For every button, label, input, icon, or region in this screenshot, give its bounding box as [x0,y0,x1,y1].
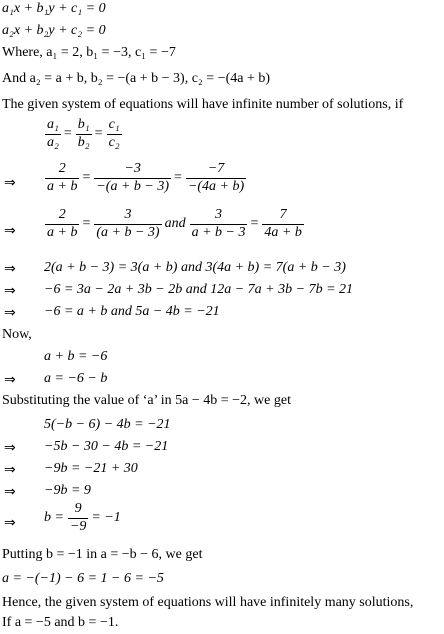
frac-num: 3 [190,208,248,225]
and-word: and [164,216,186,232]
frac-num: 9 [68,502,88,519]
frac-den: a + b − 3 [191,224,246,240]
ratio-c-num: c₁ [107,118,122,135]
step-4: −6 = 3a − 2a + 3b − 2b and 12a − 7a + 3b − 7b = 21 [44,282,354,297]
ratio-b [76,118,92,150]
step-5: −6 = a + b and 5a − 4b = −21 [44,304,220,319]
eq-sign: = [82,170,91,186]
frac-num: −7 [186,162,246,179]
ratio-a [45,118,61,150]
a-value-line: a = −(−1) − 6 = 1 − 6 = −5 [2,571,164,586]
eq-sign: = [250,216,259,232]
frac-den: a + b [47,224,78,240]
now-eq-1: a + b = −6 [44,349,108,364]
implies-icon: ⇒ [4,223,16,239]
b-equals: b = [44,510,64,526]
eq-sign: = [82,216,91,232]
implies-icon: ⇒ [4,283,16,299]
equation-2: a₂x + b₂y + c₂ = 0 [2,23,106,38]
implies-icon: ⇒ [4,440,16,456]
hence-line: Hence, the given system of equations will have infinitely many solutions, [2,595,414,610]
ratio-a-num: a₁ [45,118,61,135]
step-1 [44,162,249,194]
step1-frac-2 [94,162,171,194]
frac-num: −3 [94,162,171,179]
equation-1: a₁x + b₁y + c₁ = 0 [2,1,106,16]
putting-line: Putting b = −1 in a = −b − 6, we get [2,547,203,562]
step2-frac-3 [190,208,248,240]
step2-frac-4 [262,208,303,240]
step-3: 2(a + b − 3) = 3(a + b) and 3(4a + b) = 7(a + b − 3) [44,260,346,275]
implies-icon: ⇒ [4,372,16,388]
frac-num: 3 [94,208,161,225]
step-2 [44,208,307,240]
implies-icon: ⇒ [4,515,16,531]
implies-icon: ⇒ [4,175,16,191]
now-eq-2: a = −6 − b [44,371,108,386]
step2-frac-1 [45,208,79,240]
frac-den: −9 [69,518,87,534]
given-line: The given system of equations will have infinite number of solutions, if [2,97,404,112]
implies-icon: ⇒ [4,261,16,277]
sub-step-1: 5(−b − 6) − 4b = −21 [44,417,171,432]
sub-step-5 [44,502,124,534]
frac-num: 2 [45,162,79,179]
ratio-b-num: b₁ [76,118,92,135]
frac-num: 7 [262,208,303,225]
and-line: And a₂ = a + b, b₂ = −(a + b − 3), c₂ = −(4a + b) [2,71,271,86]
frac-den: −(4a + b) [187,178,245,194]
ratio-b-den: b₂ [77,134,90,150]
step1-frac-3 [186,162,246,194]
substituting-line: Substituting the value of ‘a’ in 5a − 4b = −2, we get [2,393,291,408]
sub-step-2: −5b − 30 − 4b = −21 [44,439,169,454]
frac-num: 2 [45,208,79,225]
eq-sign: = [94,126,103,142]
eq-sign: = [63,126,72,142]
sub-step-3: −9b = −21 + 30 [44,461,138,476]
eq-sign: = [174,170,182,186]
frac-den: 4a + b [264,224,302,240]
frac-den: (a + b − 3) [96,224,160,240]
frac-den: a + b [47,178,78,194]
ratio-a-den: a₂ [47,134,59,150]
b-result: = −1 [91,510,121,526]
condition-ratio [44,118,125,150]
implies-icon: ⇒ [4,305,16,321]
implies-icon: ⇒ [4,484,16,500]
implies-icon: ⇒ [4,462,16,478]
b-frac [68,502,88,534]
ratio-c [107,118,122,150]
frac-den: −(a + b − 3) [96,178,170,194]
sub-step-4: −9b = 9 [44,483,91,498]
ratio-c-den: c₂ [108,134,120,150]
step1-frac-1 [45,162,79,194]
where-line: Where, a₁ = 2, b₁ = −3, c₁ = −7 [2,45,176,60]
step2-frac-2 [94,208,161,240]
final-answer: If a = −5 and b = −1. [2,615,119,630]
now-label: Now, [2,327,32,342]
